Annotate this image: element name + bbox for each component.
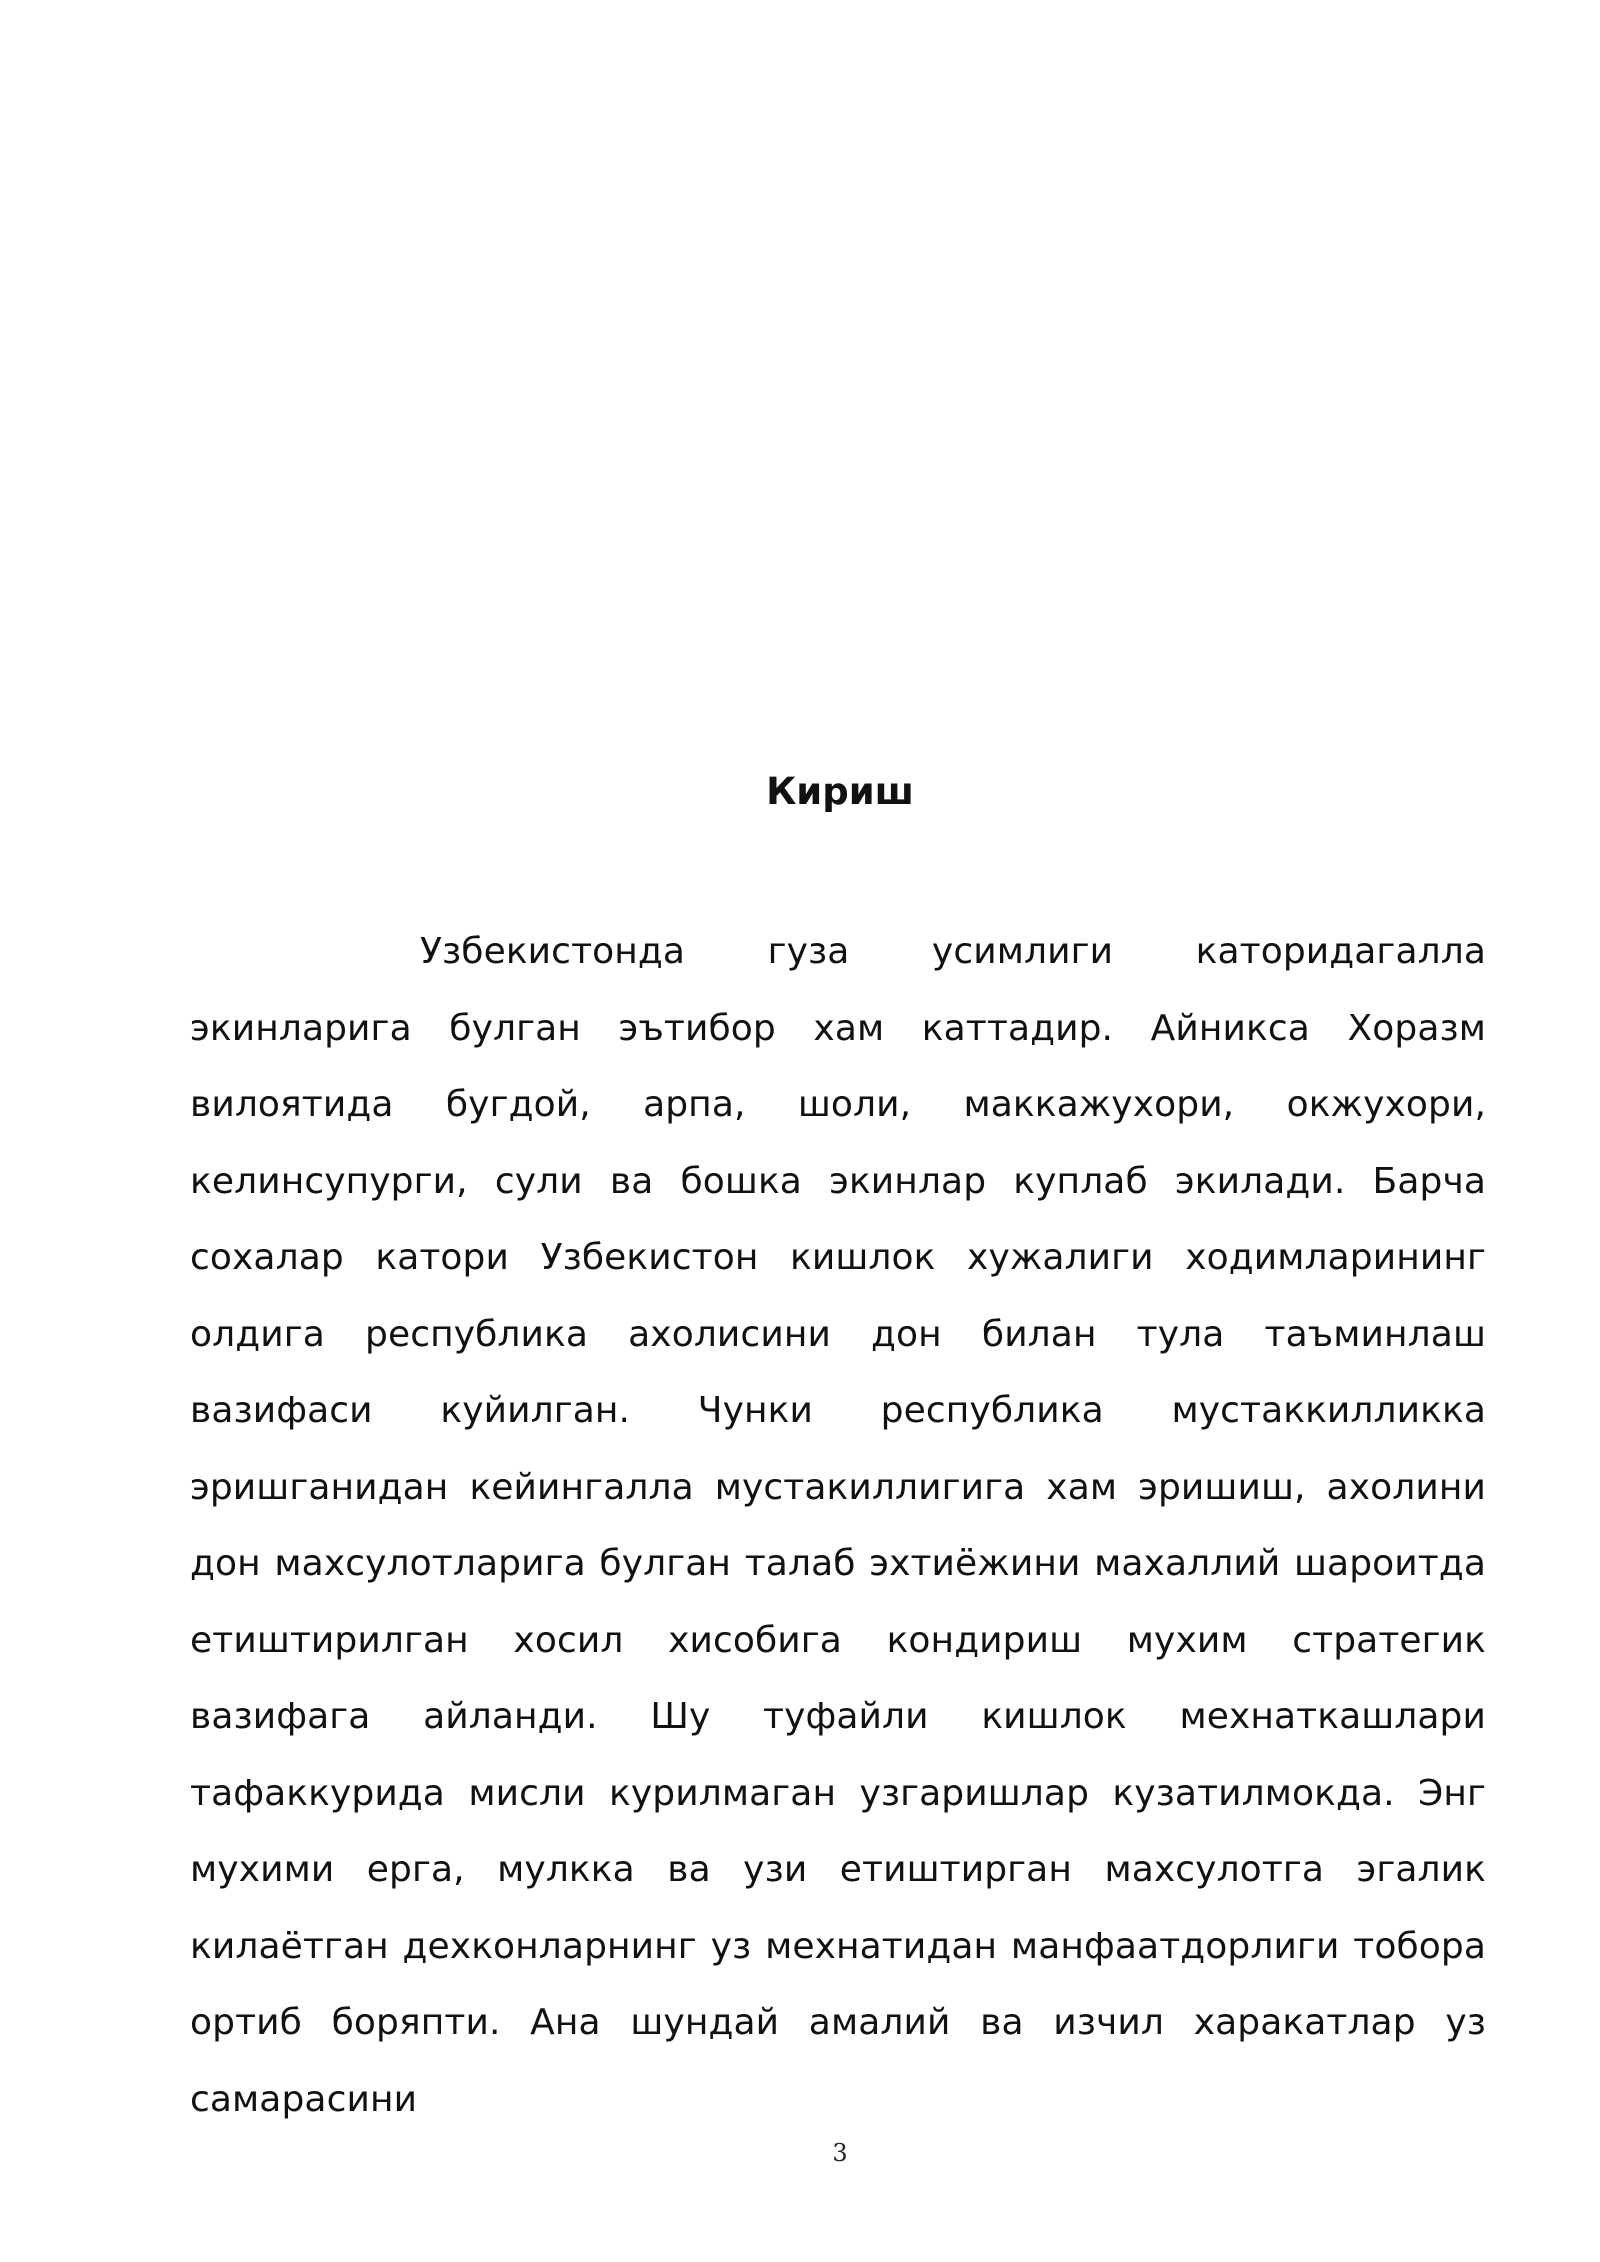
page-number: 3 xyxy=(832,2139,848,2167)
section-heading: Кириш xyxy=(766,770,914,813)
body-paragraph: Узбекистонда гуза усимлиги каторидагалла экинларига булган эътибор хам каттадир. Айникса Хоразм вилоятида бугдой, арпа, шоли, маккажухори, окжухори, келинсупурги, сули ва бошка экинлар куплаб экилади. Барча сохалар катори Узбекистон кишлок хужалиги ходимларининг олдига республика ахолисини дон билан тула таъминлаш вазифаси куйилган. Чунки республика мустаккилликка эришганидан кейингалла мустакиллигига хам эришиш, ахолини дон махсулотларига булган талаб эхтиёжини махаллий шароитда етиштирилган хосил хисобига кондириш мухим стратегик вазифага айланди. Шу туфайли кишлок мехнаткашлари тафаккурида мисли курилмаган узгаришлар кузатилмокда. Энг мухими ерга, мулкка ва узи етиштирган махсулотга эгалик килаётган дехконларнинг уз мехнатидан манфаатдорлиги тобора ортиб боряпти. Ана шундай амалий ва изчил харакатлар уз самарасини xyxy=(190,931,1486,2120)
